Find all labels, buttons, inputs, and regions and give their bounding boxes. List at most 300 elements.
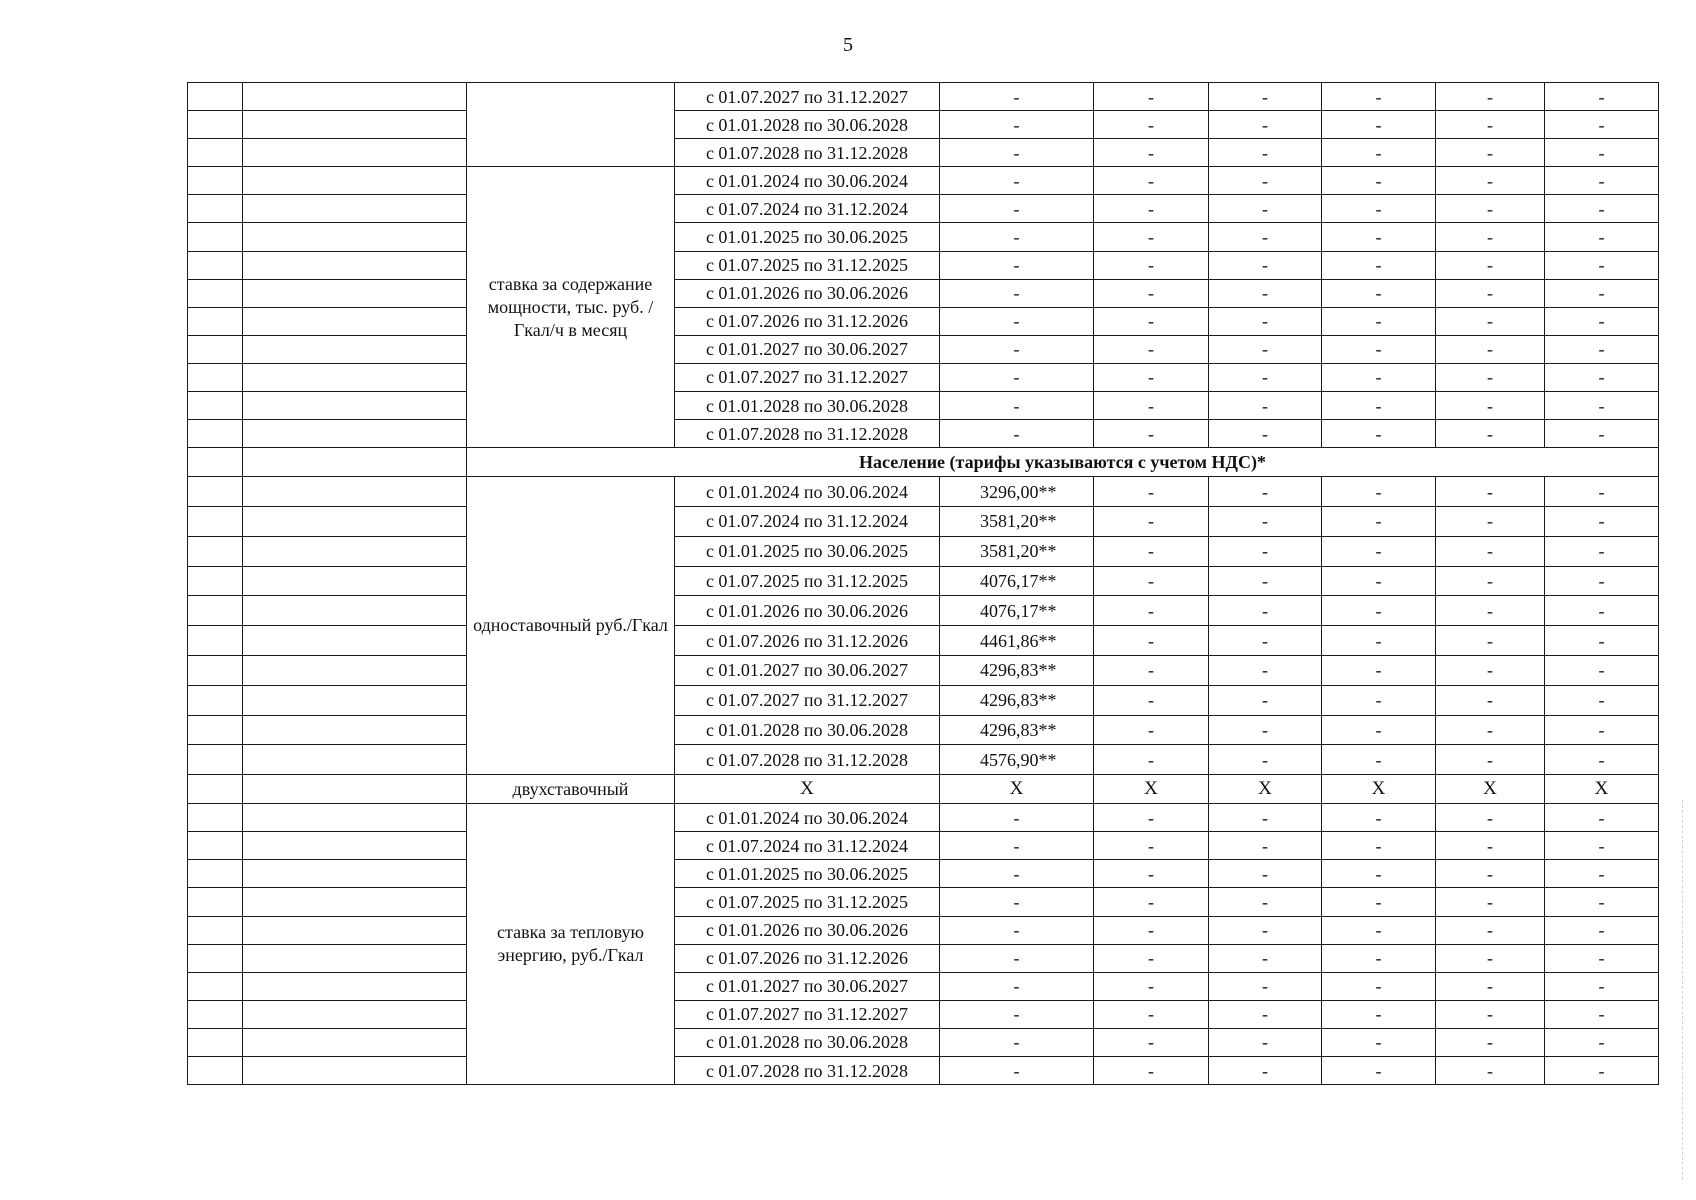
table-row: [188, 1028, 1659, 1056]
row-number-cell: [188, 335, 243, 363]
table-row: [188, 944, 1659, 972]
table-row: [188, 195, 1659, 223]
dash-cell: -: [1322, 1057, 1436, 1085]
organization-cell: [243, 335, 467, 363]
dash-cell: -: [1436, 195, 1545, 223]
row-number-cell: [188, 715, 243, 745]
dash-cell: -: [1322, 507, 1436, 537]
dash-cell: -: [1436, 251, 1545, 279]
period-cell: с 01.01.2028 по 30.06.2028: [675, 1028, 940, 1056]
dash-cell: -: [1436, 1000, 1545, 1028]
dash-cell: -: [1545, 804, 1659, 832]
dash-cell: -: [1094, 335, 1209, 363]
period-cell: с 01.07.2028 по 31.12.2028: [675, 1057, 940, 1085]
organization-cell: [243, 507, 467, 537]
parameter-cell: двухставочный: [467, 775, 675, 804]
dash-cell: -: [1209, 167, 1322, 195]
dash-cell: -: [940, 1057, 1094, 1085]
organization-cell: [243, 916, 467, 944]
row-number-cell: [188, 167, 243, 195]
row-number-cell: [188, 1057, 243, 1085]
table-row: [188, 279, 1659, 307]
dash-cell: -: [940, 860, 1094, 888]
dash-cell: -: [1094, 363, 1209, 391]
x-mark-cell: X: [940, 775, 1094, 804]
table-row: [188, 685, 1659, 715]
dash-cell: -: [1209, 251, 1322, 279]
dash-cell: -: [1094, 307, 1209, 335]
dash-cell: -: [1436, 804, 1545, 832]
organization-cell: [243, 626, 467, 656]
organization-cell: [243, 804, 467, 832]
organization-cell: [243, 223, 467, 251]
row-number-cell: [188, 916, 243, 944]
dash-cell: -: [1545, 626, 1659, 656]
dash-cell: -: [1094, 507, 1209, 537]
row-number-cell: [188, 139, 243, 167]
row-number-cell: [188, 223, 243, 251]
dash-cell: -: [1545, 916, 1659, 944]
dash-cell: -: [1209, 916, 1322, 944]
row-number-cell: [188, 656, 243, 686]
dash-cell: -: [1322, 392, 1436, 420]
dash-cell: -: [1436, 83, 1545, 111]
organization-cell: [243, 656, 467, 686]
period-cell: с 01.01.2028 по 30.06.2028: [675, 111, 940, 139]
x-mark-cell: X: [1436, 775, 1545, 804]
organization-cell: [243, 832, 467, 860]
table-row: [188, 715, 1659, 745]
period-cell: с 01.07.2028 по 31.12.2028: [675, 745, 940, 775]
dash-cell: -: [1094, 477, 1209, 507]
period-cell: с 01.07.2024 по 31.12.2024: [675, 832, 940, 860]
dash-cell: -: [1094, 167, 1209, 195]
dash-cell: -: [1209, 420, 1322, 448]
dash-cell: -: [1436, 745, 1545, 775]
period-cell: с 01.07.2027 по 31.12.2027: [675, 1000, 940, 1028]
dash-cell: -: [1209, 111, 1322, 139]
dash-cell: -: [1322, 888, 1436, 916]
dash-cell: -: [1322, 335, 1436, 363]
table-row: [188, 507, 1659, 537]
dash-cell: -: [1545, 656, 1659, 686]
table-row: [188, 363, 1659, 391]
dash-cell: -: [1436, 507, 1545, 537]
period-cell: с 01.01.2027 по 30.06.2027: [675, 335, 940, 363]
dash-cell: -: [1545, 195, 1659, 223]
dash-cell: -: [1094, 83, 1209, 111]
dash-cell: -: [1094, 888, 1209, 916]
period-cell: с 01.07.2024 по 31.12.2024: [675, 195, 940, 223]
row-number-cell: [188, 888, 243, 916]
dash-cell: -: [1322, 1028, 1436, 1056]
dash-cell: -: [1545, 944, 1659, 972]
dash-cell: -: [1436, 626, 1545, 656]
tariff-value-cell: 4461,86**: [940, 626, 1094, 656]
dash-cell: -: [1322, 420, 1436, 448]
table-row: [188, 888, 1659, 916]
tariff-value-cell: 4576,90**: [940, 745, 1094, 775]
tariff-value-cell: 4296,83**: [940, 715, 1094, 745]
period-cell: с 01.07.2025 по 31.12.2025: [675, 251, 940, 279]
dash-cell: -: [1094, 279, 1209, 307]
dash-cell: -: [1436, 363, 1545, 391]
row-number-cell: [188, 804, 243, 832]
dash-cell: -: [940, 392, 1094, 420]
parameter-cell: одноставочный руб./Гкал: [467, 477, 675, 775]
period-cell: с 01.07.2026 по 31.12.2026: [675, 307, 940, 335]
dash-cell: -: [1436, 916, 1545, 944]
row-number-cell: [188, 251, 243, 279]
table-row: [188, 536, 1659, 566]
dash-cell: -: [1545, 167, 1659, 195]
dash-cell: -: [1436, 566, 1545, 596]
period-cell: с 01.01.2024 по 30.06.2024: [675, 804, 940, 832]
tariff-table: [187, 82, 1659, 1085]
dash-cell: -: [1209, 944, 1322, 972]
row-number-cell: [188, 448, 243, 477]
dash-cell: -: [1094, 111, 1209, 139]
tariff-value-cell: 4296,83**: [940, 656, 1094, 686]
dash-cell: -: [1094, 420, 1209, 448]
table-row: [188, 420, 1659, 448]
dash-cell: -: [1094, 860, 1209, 888]
tariff-value-cell: 4296,83**: [940, 685, 1094, 715]
dash-cell: -: [1436, 111, 1545, 139]
dash-cell: -: [1436, 888, 1545, 916]
table-row: [188, 832, 1659, 860]
dash-cell: -: [1322, 860, 1436, 888]
organization-cell: [243, 83, 467, 111]
row-number-cell: [188, 195, 243, 223]
x-mark-cell: X: [1094, 775, 1209, 804]
row-number-cell: [188, 477, 243, 507]
dash-cell: -: [1094, 715, 1209, 745]
table-row: [188, 307, 1659, 335]
dash-cell: -: [1545, 536, 1659, 566]
tariff-value-cell: 3581,20**: [940, 507, 1094, 537]
table-row: [188, 335, 1659, 363]
period-cell: с 01.01.2024 по 30.06.2024: [675, 167, 940, 195]
dash-cell: -: [1322, 972, 1436, 1000]
dash-cell: -: [1436, 392, 1545, 420]
table-row: [188, 223, 1659, 251]
x-mark-cell: X: [1322, 775, 1436, 804]
row-number-cell: [188, 596, 243, 626]
dash-cell: -: [1094, 832, 1209, 860]
dash-cell: -: [1094, 596, 1209, 626]
dash-cell: -: [1322, 223, 1436, 251]
dash-cell: -: [1094, 251, 1209, 279]
row-number-cell: [188, 1000, 243, 1028]
table-row: [188, 1000, 1659, 1028]
scan-edge-mark: [1682, 800, 1684, 1180]
organization-cell: [243, 596, 467, 626]
dash-cell: -: [940, 335, 1094, 363]
dash-cell: -: [1094, 536, 1209, 566]
dash-cell: -: [1545, 279, 1659, 307]
dash-cell: -: [1322, 715, 1436, 745]
dash-cell: -: [1545, 392, 1659, 420]
dash-cell: -: [940, 223, 1094, 251]
organization-cell: [243, 1000, 467, 1028]
row-number-cell: [188, 279, 243, 307]
dash-cell: -: [1209, 715, 1322, 745]
table-row: [188, 626, 1659, 656]
parameter-cell: ставка за содержание мощности, тыс. руб. /Гкал/ч в месяц: [467, 167, 675, 448]
parameter-cell: [467, 83, 675, 167]
table-row: [188, 860, 1659, 888]
dash-cell: -: [1322, 656, 1436, 686]
period-cell: с 01.07.2027 по 31.12.2027: [675, 83, 940, 111]
dash-cell: -: [1209, 307, 1322, 335]
dash-cell: -: [1094, 745, 1209, 775]
organization-cell: [243, 167, 467, 195]
dash-cell: -: [1094, 944, 1209, 972]
organization-cell: [243, 1057, 467, 1085]
dash-cell: -: [1209, 223, 1322, 251]
dash-cell: -: [1436, 972, 1545, 1000]
x-mark-cell: X: [675, 775, 940, 804]
dash-cell: -: [1094, 195, 1209, 223]
dash-cell: -: [1545, 832, 1659, 860]
tariff-value-cell: 4076,17**: [940, 566, 1094, 596]
dash-cell: -: [1209, 279, 1322, 307]
organization-cell: [243, 685, 467, 715]
dash-cell: -: [1209, 860, 1322, 888]
dash-cell: -: [1545, 335, 1659, 363]
period-cell: с 01.07.2028 по 31.12.2028: [675, 139, 940, 167]
row-number-cell: [188, 685, 243, 715]
dash-cell: -: [1209, 507, 1322, 537]
period-cell: с 01.01.2027 по 30.06.2027: [675, 656, 940, 686]
table-row: [188, 251, 1659, 279]
row-number-cell: [188, 420, 243, 448]
dash-cell: -: [1436, 860, 1545, 888]
dash-cell: -: [1094, 626, 1209, 656]
dash-cell: -: [1094, 1028, 1209, 1056]
dash-cell: -: [1436, 139, 1545, 167]
x-mark-cell: X: [1545, 775, 1659, 804]
dash-cell: -: [1322, 111, 1436, 139]
period-cell: с 01.01.2026 по 30.06.2026: [675, 596, 940, 626]
dash-cell: -: [1545, 507, 1659, 537]
row-number-cell: [188, 944, 243, 972]
dash-cell: -: [1545, 223, 1659, 251]
table-row: [188, 656, 1659, 686]
dash-cell: -: [1545, 477, 1659, 507]
dash-cell: -: [1545, 888, 1659, 916]
table-row: [188, 745, 1659, 775]
table-row: [188, 1057, 1659, 1085]
tariff-value-cell: 3581,20**: [940, 536, 1094, 566]
dash-cell: -: [1436, 685, 1545, 715]
organization-cell: [243, 745, 467, 775]
dash-cell: -: [1545, 83, 1659, 111]
dash-cell: -: [1209, 626, 1322, 656]
dash-cell: -: [940, 972, 1094, 1000]
dash-cell: -: [1094, 1000, 1209, 1028]
parameter-cell: ставка за тепловую энергию, руб./Гкал: [467, 804, 675, 1085]
dash-cell: -: [1322, 944, 1436, 972]
dash-cell: -: [1545, 715, 1659, 745]
dash-cell: -: [1322, 916, 1436, 944]
organization-cell: [243, 972, 467, 1000]
period-cell: с 01.07.2026 по 31.12.2026: [675, 626, 940, 656]
organization-cell: [243, 860, 467, 888]
dash-cell: -: [940, 111, 1094, 139]
period-cell: с 01.01.2025 по 30.06.2025: [675, 536, 940, 566]
table-row: [188, 392, 1659, 420]
table-row: [188, 916, 1659, 944]
dash-cell: -: [1436, 596, 1545, 626]
dash-cell: -: [1094, 1057, 1209, 1085]
dash-cell: -: [1322, 307, 1436, 335]
dash-cell: -: [1209, 804, 1322, 832]
dash-cell: -: [1436, 279, 1545, 307]
period-cell: с 01.01.2028 по 30.06.2028: [675, 715, 940, 745]
dash-cell: -: [1322, 745, 1436, 775]
dash-cell: -: [940, 279, 1094, 307]
table-row: [188, 83, 1659, 111]
dash-cell: -: [940, 888, 1094, 916]
dash-cell: -: [1322, 139, 1436, 167]
organization-cell: [243, 139, 467, 167]
dash-cell: -: [1545, 251, 1659, 279]
period-cell: с 01.01.2025 по 30.06.2025: [675, 860, 940, 888]
table-row: [188, 566, 1659, 596]
row-number-cell: [188, 1028, 243, 1056]
dash-cell: -: [1209, 656, 1322, 686]
dash-cell: -: [1322, 477, 1436, 507]
organization-cell: [243, 715, 467, 745]
dash-cell: -: [1545, 860, 1659, 888]
table-row: [188, 448, 1659, 477]
period-cell: с 01.01.2026 по 30.06.2026: [675, 279, 940, 307]
organization-cell: [243, 195, 467, 223]
dash-cell: -: [940, 307, 1094, 335]
organization-cell: [243, 536, 467, 566]
dash-cell: -: [1322, 566, 1436, 596]
organization-cell: [243, 307, 467, 335]
dash-cell: -: [1545, 1000, 1659, 1028]
dash-cell: -: [1322, 804, 1436, 832]
row-number-cell: [188, 832, 243, 860]
dash-cell: -: [1545, 745, 1659, 775]
dash-cell: -: [1545, 596, 1659, 626]
dash-cell: -: [1209, 832, 1322, 860]
dash-cell: -: [1209, 477, 1322, 507]
dash-cell: -: [1209, 195, 1322, 223]
dash-cell: -: [1436, 832, 1545, 860]
period-cell: с 01.07.2027 по 31.12.2027: [675, 685, 940, 715]
table-row: [188, 972, 1659, 1000]
dash-cell: -: [1209, 1028, 1322, 1056]
organization-cell: [243, 775, 467, 804]
dash-cell: -: [1322, 251, 1436, 279]
organization-cell: [243, 392, 467, 420]
dash-cell: -: [1209, 685, 1322, 715]
period-cell: с 01.01.2026 по 30.06.2026: [675, 916, 940, 944]
dash-cell: -: [1322, 626, 1436, 656]
dash-cell: -: [1209, 83, 1322, 111]
dash-cell: -: [1209, 596, 1322, 626]
organization-cell: [243, 477, 467, 507]
dash-cell: -: [940, 1028, 1094, 1056]
x-mark-cell: X: [1209, 775, 1322, 804]
dash-cell: -: [1094, 223, 1209, 251]
organization-cell: [243, 448, 467, 477]
organization-cell: [243, 888, 467, 916]
dash-cell: -: [1436, 167, 1545, 195]
dash-cell: -: [1545, 685, 1659, 715]
dash-cell: -: [1209, 1000, 1322, 1028]
dash-cell: -: [1545, 363, 1659, 391]
dash-cell: -: [940, 363, 1094, 391]
period-cell: с 01.07.2024 по 31.12.2024: [675, 507, 940, 537]
organization-cell: [243, 944, 467, 972]
row-number-cell: [188, 307, 243, 335]
dash-cell: -: [1209, 1057, 1322, 1085]
section-header: Население (тарифы указываются с учетом НДС)*: [467, 448, 1659, 477]
dash-cell: -: [940, 195, 1094, 223]
dash-cell: -: [1322, 167, 1436, 195]
dash-cell: -: [940, 83, 1094, 111]
dash-cell: -: [1209, 972, 1322, 1000]
period-cell: с 01.01.2024 по 30.06.2024: [675, 477, 940, 507]
page-number: 5: [843, 34, 853, 56]
dash-cell: -: [1209, 363, 1322, 391]
dash-cell: -: [1545, 307, 1659, 335]
period-cell: с 01.07.2025 по 31.12.2025: [675, 566, 940, 596]
dash-cell: -: [1436, 944, 1545, 972]
dash-cell: -: [940, 832, 1094, 860]
dash-cell: -: [1436, 307, 1545, 335]
row-number-cell: [188, 111, 243, 139]
dash-cell: -: [1322, 1000, 1436, 1028]
dash-cell: -: [1545, 566, 1659, 596]
dash-cell: -: [1545, 1057, 1659, 1085]
table-row: [188, 775, 1659, 804]
period-cell: с 01.07.2027 по 31.12.2027: [675, 363, 940, 391]
dash-cell: -: [1436, 1028, 1545, 1056]
dash-cell: -: [1545, 1028, 1659, 1056]
period-cell: с 01.07.2025 по 31.12.2025: [675, 888, 940, 916]
dash-cell: -: [1322, 195, 1436, 223]
organization-cell: [243, 566, 467, 596]
dash-cell: -: [1209, 139, 1322, 167]
row-number-cell: [188, 972, 243, 1000]
row-number-cell: [188, 566, 243, 596]
dash-cell: -: [1322, 596, 1436, 626]
table-row: [188, 596, 1659, 626]
row-number-cell: [188, 83, 243, 111]
dash-cell: -: [1545, 972, 1659, 1000]
row-number-cell: [188, 775, 243, 804]
dash-cell: -: [1436, 223, 1545, 251]
dash-cell: -: [1094, 139, 1209, 167]
dash-cell: -: [1094, 916, 1209, 944]
row-number-cell: [188, 536, 243, 566]
row-number-cell: [188, 745, 243, 775]
dash-cell: -: [1209, 335, 1322, 363]
dash-cell: -: [1094, 804, 1209, 832]
table-row: [188, 477, 1659, 507]
dash-cell: -: [940, 251, 1094, 279]
tariff-table-body: [188, 83, 1659, 1085]
table-row: [188, 167, 1659, 195]
dash-cell: -: [940, 139, 1094, 167]
